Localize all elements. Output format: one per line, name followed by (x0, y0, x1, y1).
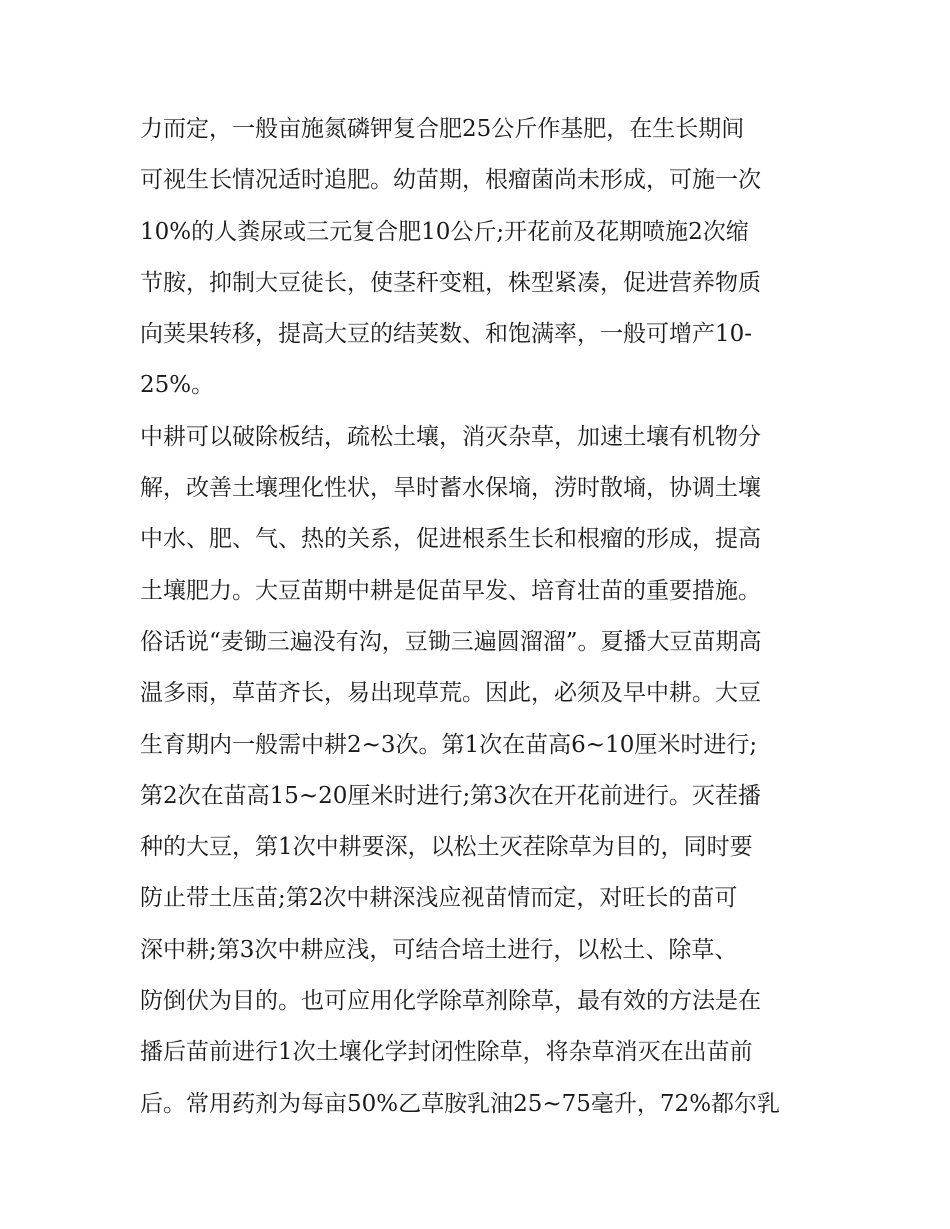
text-line: 土壤肥力。大豆苗期中耕是促苗早发、培育壮苗的重要措施。 (140, 577, 761, 604)
text-line: 10%的人粪尿或三元复合肥10公斤;开花前及花期喷施2次缩 (140, 218, 749, 245)
text-line: 防止带土压苗;第2次中耕深浅应视苗情而定，对旺长的苗可 (140, 885, 738, 912)
text-line: 播后苗前进行1次土壤化学封闭性除草，将杂草消灭在出苗前 (140, 1039, 753, 1066)
text-line: 中水、肥、气、热的关系，促进根系生长和根瘤的形成，提高 (140, 526, 761, 553)
text-line: 中耕可以破除板结，疏松土壤，消灭杂草，加速土壤有机物分 (140, 423, 761, 450)
text-line: 温多雨，草苗齐长，易出现草荒。因此，必须及早中耕。大豆 (140, 680, 761, 707)
text-line: 节胺，抑制大豆徒长，使茎秆变粗，株型紧凑，促进营养物质 (140, 269, 761, 296)
text-line: 力而定，一般亩施氮磷钾复合肥25公斤作基肥，在生长期间 (140, 116, 745, 142)
text-line: 后。常用药剂为每亩50%乙草胺乳油25~75毫升，72%都尔乳 (140, 1090, 781, 1117)
text-line: 解，改善土壤理化性状，旱时蓄水保墒，涝时散墒，协调土壤 (140, 475, 761, 502)
text-line: 向荚果转移，提高大豆的结荚数、和饱满率，一般可增产10- (140, 321, 753, 348)
text-line: 深中耕;第3次中耕应浅，可结合培土进行，以松土、除草、 (140, 936, 738, 963)
text-line: 第2次在苗高15~20厘米时进行;第3次在开花前进行。灭茬播 (140, 782, 761, 809)
text-line: 种的大豆，第1次中耕要深，以松土灭茬除草为目的，同时要 (140, 834, 753, 861)
text-line: 防倒伏为目的。也可应用化学除草剂除草，最有效的方法是在 (140, 988, 761, 1015)
text-line: 可视生长情况适时追肥。幼苗期，根瘤菌尚未形成，可施一次 (140, 167, 761, 194)
text-line: 生育期内一般需中耕2~3次。第1次在苗高6~10厘米时进行; (140, 731, 758, 758)
text-line: 俗话说“麦锄三遍没有沟，豆锄三遍圆溜溜”。夏播大豆苗期高 (140, 628, 762, 655)
body-text (140, 104, 820, 1130)
text-line: 25%。 (140, 372, 215, 399)
